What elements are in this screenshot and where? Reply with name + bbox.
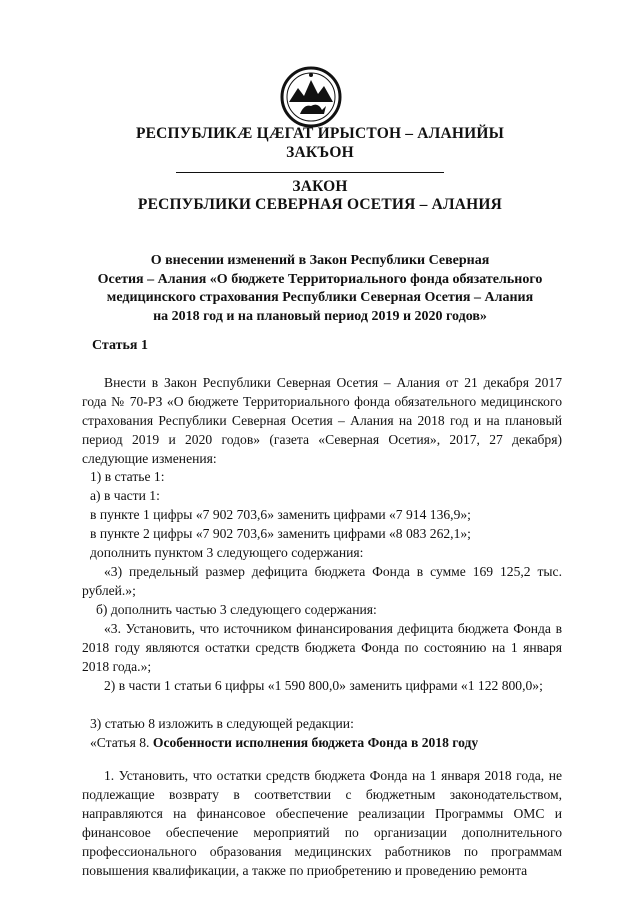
article8-heading <box>90 734 562 753</box>
list-item: в пункте 2 цифры «7 902 703,6» заменить цифрами «8 083 262,1»; <box>90 526 471 541</box>
article-heading: Статья 1 <box>92 338 148 353</box>
list-item: 2) в части 1 статьи 6 цифры «1 590 800,0» заменить цифрами «1 122 800,0»; <box>104 678 543 693</box>
list-item: а) в части 1: <box>90 488 160 503</box>
coat-of-arms-emblem <box>280 66 342 128</box>
list-item: дополнить пунктом 3 следующего содержания: <box>90 545 364 560</box>
header-zakon: ЗАКОН <box>292 178 348 195</box>
subject-line: медицинского страхования Республики Северная Осетия – Алания <box>106 290 534 305</box>
list-item: в пункте 1 цифры «7 902 703,6» заменить цифрами «7 914 136,9»; <box>90 507 471 522</box>
article8-paragraph: 1. Установить, что остатки средств бюджета Фонда на 1 января 2018 года, не подлежащие возврату в соответствии с бюджетным законодательством, направляются на финансовое обеспечение реализации Программы ОМС и финансовое обеспечение мероприятий по организации дополнительного профессионального образования медицинских работников по программам повышения квалификации, а также по приобретению и проведению ремонта <box>82 768 562 878</box>
header-republic: РЕСПУБЛИКИ СЕВЕРНАЯ ОСЕТИЯ – АЛАНИЯ <box>137 196 503 213</box>
header-ossetian-zakon: ЗАКЪОН <box>286 144 354 161</box>
list-item: «3. Установить, что источником финансирования дефицита бюджета Фонда в 2018 году являются остатки средств бюджета Фонда по состоянию на 1 января 2018 года.»; <box>82 621 562 674</box>
article-intro: Внести в Закон Республики Северная Осетия – Алания от 21 декабря 2017 года № 70-РЗ «О бюджете Территориального фонда обязательного медицинского страхования Республики Северная Осетия – Алания на 2018 год и на плановый период 2019 и 2020 годов» (газета «Северная Осетия», 2017, 27 декабря) следующие изменения: <box>82 375 562 466</box>
list-item: «3) предельный размер дефицита бюджета Фонда в сумме 169 125,2 тыс. рублей.»; <box>82 564 562 598</box>
list-item: 1) в статье 1: <box>90 469 165 484</box>
subject-line: Осетия – Алания «О бюджете Территориального фонда обязательного <box>97 271 543 287</box>
law-subject-title <box>60 252 580 326</box>
article8-title: Особенности исполнения бюджета Фонда в 2018 году <box>152 735 479 750</box>
header-divider <box>176 172 444 173</box>
list-item: 3) статью 8 изложить в следующей редакции: <box>90 716 354 731</box>
subject-line: на 2018 год и на плановый период 2019 и 2020 годов» <box>153 308 487 324</box>
article8-prefix: «Статья 8. <box>90 735 150 750</box>
header-ossetian-republic: РЕСПУБЛИКӔ ЦӔГАТ ИРЫСТОН – АЛАНИЙЫ <box>135 125 505 142</box>
subject-line: О внесении изменений в Закон Республики Северная <box>150 253 490 268</box>
list-item: б) дополнить частью 3 следующего содержания: <box>96 602 377 617</box>
